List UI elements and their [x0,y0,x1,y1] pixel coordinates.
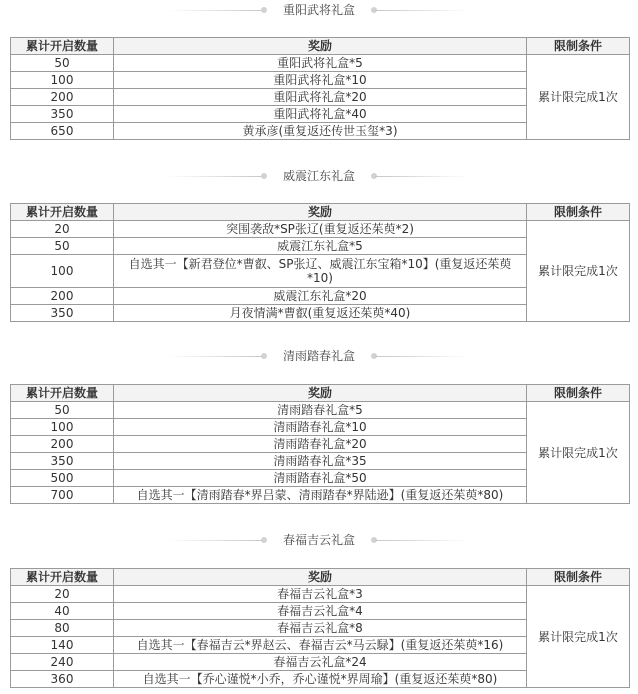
reward-cell: 春福吉云礼盒*4 [114,603,527,620]
count-cell: 360 [11,671,114,688]
count-cell: 100 [11,419,114,436]
header-reward: 奖励 [114,385,527,402]
header-reward: 奖励 [114,204,527,221]
divider-line [375,356,470,357]
header-limit: 限制条件 [527,38,630,55]
reward-cell: 清雨踏春礼盒*20 [114,436,527,453]
reward-table-4 [10,568,630,688]
limit-cell: 累计限完成1次 [527,402,630,504]
reward-cell: 自选其一【清雨踏春*界吕蒙、清雨踏春*界陆逊】(重复返还茱萸*80) [114,487,527,504]
count-cell: 100 [11,255,114,288]
count-cell: 100 [11,72,114,89]
section-title-label: 春福吉云礼盒 [282,533,355,547]
table-row [11,402,630,419]
section-title-2 [0,168,638,184]
reward-cell: 清雨踏春礼盒*35 [114,453,527,470]
reward-cell: 自选其一【新君登位*曹叡、SP张辽、威震江东宝箱*10】(重复返还茱萸*10) [114,255,527,288]
count-cell: 350 [11,453,114,470]
count-cell: 80 [11,620,114,637]
reward-cell: 春福吉云礼盒*24 [114,654,527,671]
count-cell: 40 [11,603,114,620]
count-cell: 20 [11,586,114,603]
count-cell: 20 [11,221,114,238]
header-limit: 限制条件 [527,385,630,402]
count-cell: 50 [11,238,114,255]
divider-line [375,176,470,177]
table-row [11,586,630,603]
header-count: 累计开启数量 [11,38,114,55]
reward-cell: 威震江东礼盒*5 [114,238,527,255]
count-cell: 50 [11,402,114,419]
reward-cell: 自选其一【春福吉云*界赵云、春福吉云*马云騄】(重复返还茱萸*16) [114,637,527,654]
section-title-label: 威震江东礼盒 [282,169,355,183]
count-cell: 50 [11,55,114,72]
section-title-label: 重阳武将礼盒 [282,3,355,17]
count-cell: 350 [11,106,114,123]
header-limit: 限制条件 [527,569,630,586]
reward-cell: 自选其一【乔心谨悦*小乔，乔心谨悦*界周瑜】(重复返还茱萸*80) [114,671,527,688]
count-cell: 200 [11,288,114,305]
section-title-label: 清雨踏春礼盒 [282,349,355,363]
reward-cell: 清雨踏春礼盒*50 [114,470,527,487]
table-header-row [11,569,630,586]
count-cell: 140 [11,637,114,654]
reward-cell: 突围袭敌*SP张辽(重复返还茱萸*2) [114,221,527,238]
count-cell: 200 [11,436,114,453]
reward-table-1 [10,37,630,140]
reward-cell: 清雨踏春礼盒*5 [114,402,527,419]
section-title-1 [0,2,638,18]
count-cell: 350 [11,305,114,322]
table-header-row [11,38,630,55]
reward-cell: 重阳武将礼盒*20 [114,89,527,106]
section-title-4 [0,532,638,548]
divider-line [375,10,470,11]
reward-cell: 清雨踏春礼盒*10 [114,419,527,436]
reward-cell: 重阳武将礼盒*10 [114,72,527,89]
reward-cell: 春福吉云礼盒*3 [114,586,527,603]
reward-cell: 黄承彦(重复返还传世玉玺*3) [114,123,527,140]
header-reward: 奖励 [114,569,527,586]
table-header-row [11,204,630,221]
reward-table-3 [10,384,630,504]
header-count: 累计开启数量 [11,385,114,402]
header-count: 累计开启数量 [11,569,114,586]
header-count: 累计开启数量 [11,204,114,221]
reward-table-2 [10,203,630,322]
reward-cell: 春福吉云礼盒*8 [114,620,527,637]
limit-cell: 累计限完成1次 [527,55,630,140]
limit-cell: 累计限完成1次 [527,221,630,322]
reward-cell: 威震江东礼盒*20 [114,288,527,305]
count-cell: 200 [11,89,114,106]
count-cell: 650 [11,123,114,140]
count-cell: 240 [11,654,114,671]
table-row [11,55,630,72]
header-limit: 限制条件 [527,204,630,221]
reward-cell: 重阳武将礼盒*5 [114,55,527,72]
reward-cell: 重阳武将礼盒*40 [114,106,527,123]
limit-cell: 累计限完成1次 [527,586,630,688]
count-cell: 500 [11,470,114,487]
header-reward: 奖励 [114,38,527,55]
divider-line [375,540,470,541]
count-cell: 700 [11,487,114,504]
reward-cell: 月夜情满*曹叡(重复返还茱萸*40) [114,305,527,322]
section-title-3 [0,348,638,364]
table-header-row [11,385,630,402]
table-row [11,221,630,238]
